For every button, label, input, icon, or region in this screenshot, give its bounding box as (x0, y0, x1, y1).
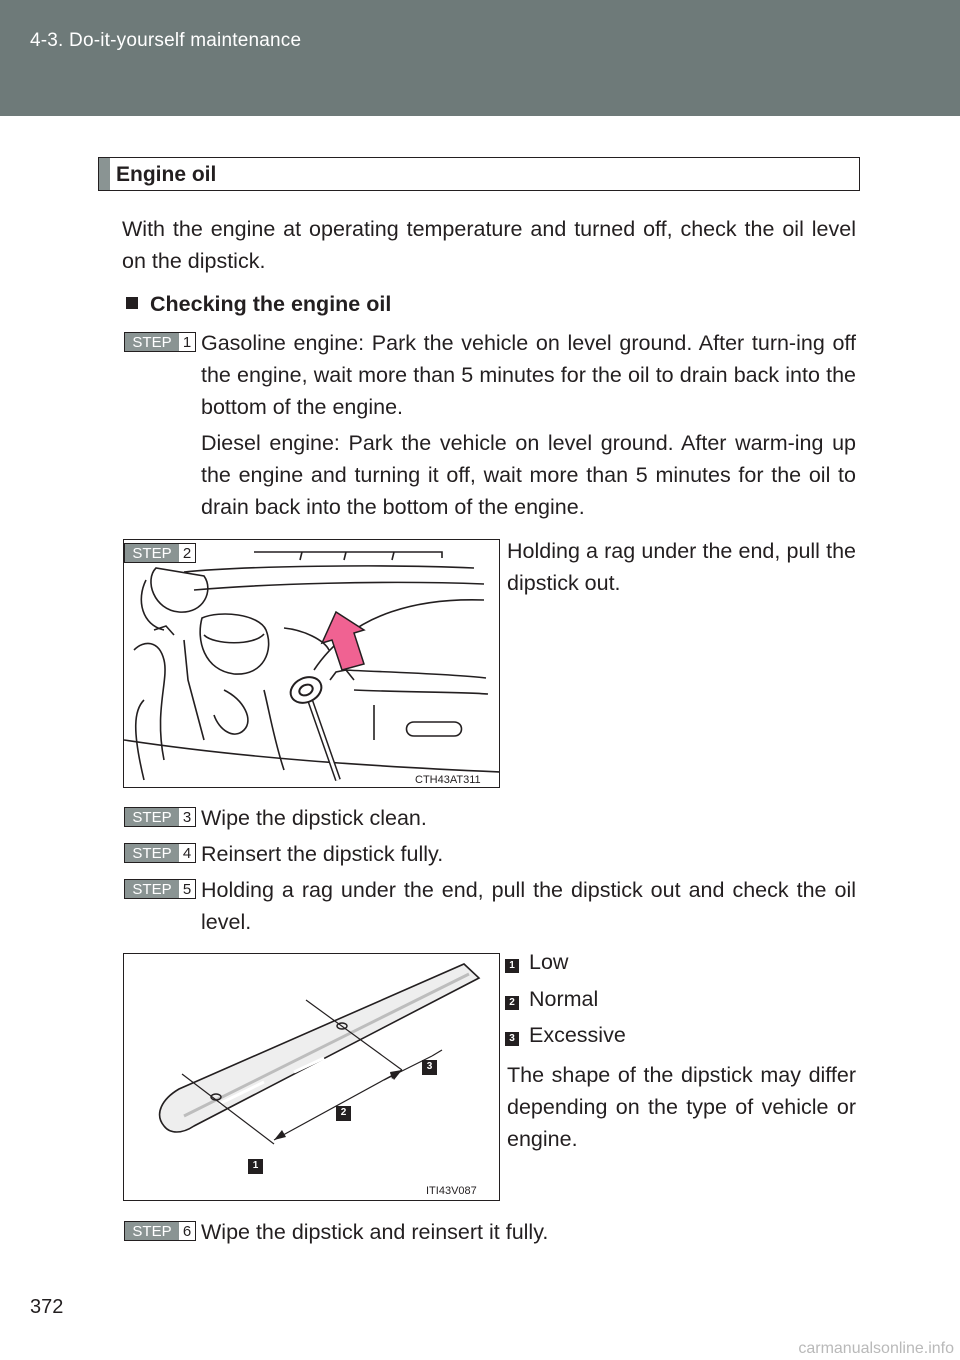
step-1-text: Gasoline engine: Park the vehicle on level ground. After turn-ing off the engine, wait more than 5 minutes for the oil to drain back into the bottom of the engine. (201, 331, 856, 419)
step-number: 6 (179, 1222, 195, 1240)
step-2-text: Holding a rag under the end, pull the dipstick out. (507, 539, 856, 595)
step-5-text: Holding a rag under the end, pull the dipstick out and check the oil level. (201, 878, 856, 934)
dipstick-level-figure (123, 953, 500, 1201)
section-heading-bar (99, 158, 110, 190)
legend-number-icon: 2 (505, 996, 519, 1010)
step-number: 3 (179, 808, 195, 826)
intro-text: With the engine at operating temperature and turned off, check the oil level on the dipstick. (122, 217, 856, 273)
step-badge-2 (124, 543, 196, 563)
step-label: STEP (125, 1222, 179, 1240)
page-number: 372 (30, 1296, 64, 1318)
subheading (126, 292, 391, 317)
figure-code: ITI43V087 (426, 1185, 477, 1197)
step-badge-4 (124, 843, 196, 863)
step-3-text: Wipe the dipstick clean. (201, 806, 427, 830)
legend-label: Normal (529, 987, 599, 1011)
dipstick-removal-figure (123, 539, 500, 788)
legend-label: Excessive (529, 1023, 626, 1047)
step-number: 5 (179, 880, 195, 898)
section-title: Engine oil (116, 163, 217, 186)
step-label: STEP (125, 808, 179, 826)
step-number: 2 (179, 544, 195, 562)
subheading-text: Checking the engine oil (150, 292, 392, 316)
legend-item-low (505, 950, 568, 975)
step-label: STEP (125, 844, 179, 862)
step-label: STEP (125, 880, 179, 898)
step-label: STEP (125, 333, 179, 351)
square-bullet-icon (126, 297, 138, 309)
step-badge-5 (124, 879, 196, 899)
step-badge-3 (124, 807, 196, 827)
step-number: 4 (179, 844, 195, 862)
legend-number-icon: 3 (505, 1032, 519, 1046)
section-heading (98, 157, 860, 191)
legend-item-excessive (505, 1023, 626, 1048)
page-header (0, 0, 960, 116)
callout-2-icon: 2 (336, 1106, 351, 1121)
pull-up-arrow-icon (322, 612, 364, 670)
step-6-text: Wipe the dipstick and reinsert it fully. (201, 1220, 549, 1244)
chapter-title: 4-3. Do-it-yourself maintenance (30, 30, 302, 51)
legend-number-icon: 1 (505, 959, 519, 973)
step-1-diesel-text: Diesel engine: Park the vehicle on level ground. After warm-ing up the engine and turning it off, wait more than 5 minutes for the oil to drain back into the bottom of the engine. (201, 431, 856, 519)
callout-1-icon: 1 (248, 1159, 263, 1174)
dipstick-note: The shape of the dipstick may differ depending on the type of vehicle or engine. (507, 1063, 856, 1151)
step-4-text: Reinsert the dipstick fully. (201, 842, 444, 866)
step-badge-1 (124, 332, 196, 352)
step-number: 1 (179, 333, 195, 351)
step-label: STEP (125, 544, 179, 562)
callout-3-icon: 3 (422, 1060, 437, 1075)
engine-bay-illustration (124, 540, 500, 788)
legend-item-normal (505, 987, 598, 1012)
legend-label: Low (529, 950, 569, 974)
step-badge-6 (124, 1221, 196, 1241)
dipstick-illustration (124, 954, 500, 1201)
figure-code: CTH43AT311 (415, 774, 481, 786)
footer-watermark: carmanualsonline.info (798, 1340, 954, 1357)
